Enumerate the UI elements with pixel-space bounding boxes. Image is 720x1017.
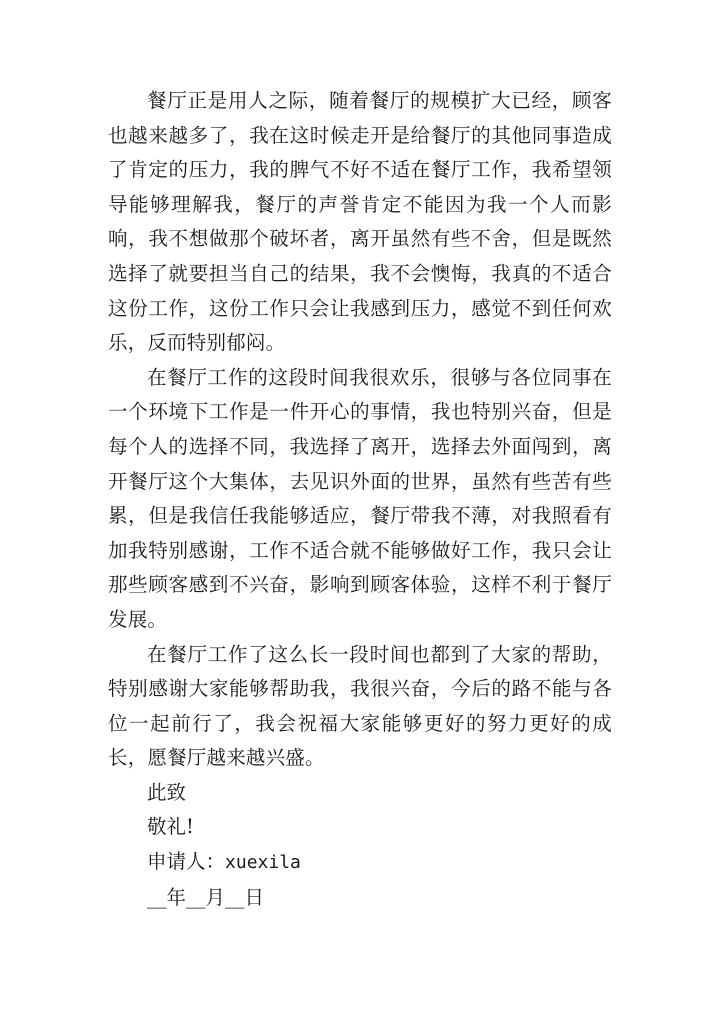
- closing-regards: 敬礼!: [147, 815, 194, 839]
- paragraph-1: 餐厅正是用人之际，随着餐厅的规模扩大已经，顾客也越来越多了，我在这时候走开是给餐厅的其他同事造成了肯定的压力，我的脾气不好不适在餐厅工作，我希望领导能够理解我，餐厅的声誉肯定不能因为我一个人而影响，我不想做那个破坏者，离开虽然有些不舍，但是既然选择了就要担当自己的结果，我不会懊悔，我真的不适合这份工作，这份工作只会让我感到压力，感觉不到任何欢乐，反而特别郁闷。: [108, 89, 612, 355]
- applicant-line: [108, 845, 612, 881]
- applicant-name: xuexila: [225, 852, 301, 874]
- letter-body: [108, 84, 612, 915]
- paragraph-2: 在餐厅工作的这段时间我很欢乐，很够与各位同事在一个环境下工作是一件开心的事情，我也特别兴奋，但是每个人的选择不同，我选择了离开，选择去外面闯到，离开餐厅这个大集体，去见识外面的世界，虽然有些苦有些累，但是我信任我能够适应，餐厅带我不薄，对我照看有加我特别感谢，工作不适合就不能够做好工作，我只会让那些顾客感到不兴奋，影响到顾客体验，这样不利于餐厅发展。: [108, 365, 612, 631]
- closing-salutation: 此致: [147, 780, 187, 804]
- paragraph-3: 在餐厅工作了这么长一段时间也都到了大家的帮助，特别感谢大家能够帮助我，我很兴奋，今后的路不能与各位一起前行了，我会祝福大家能够更好的努力更好的成长，愿餐厅越来越兴盛。: [108, 642, 612, 770]
- date-line: __年__月__日: [147, 885, 265, 909]
- applicant-label: 申请人：: [147, 850, 226, 874]
